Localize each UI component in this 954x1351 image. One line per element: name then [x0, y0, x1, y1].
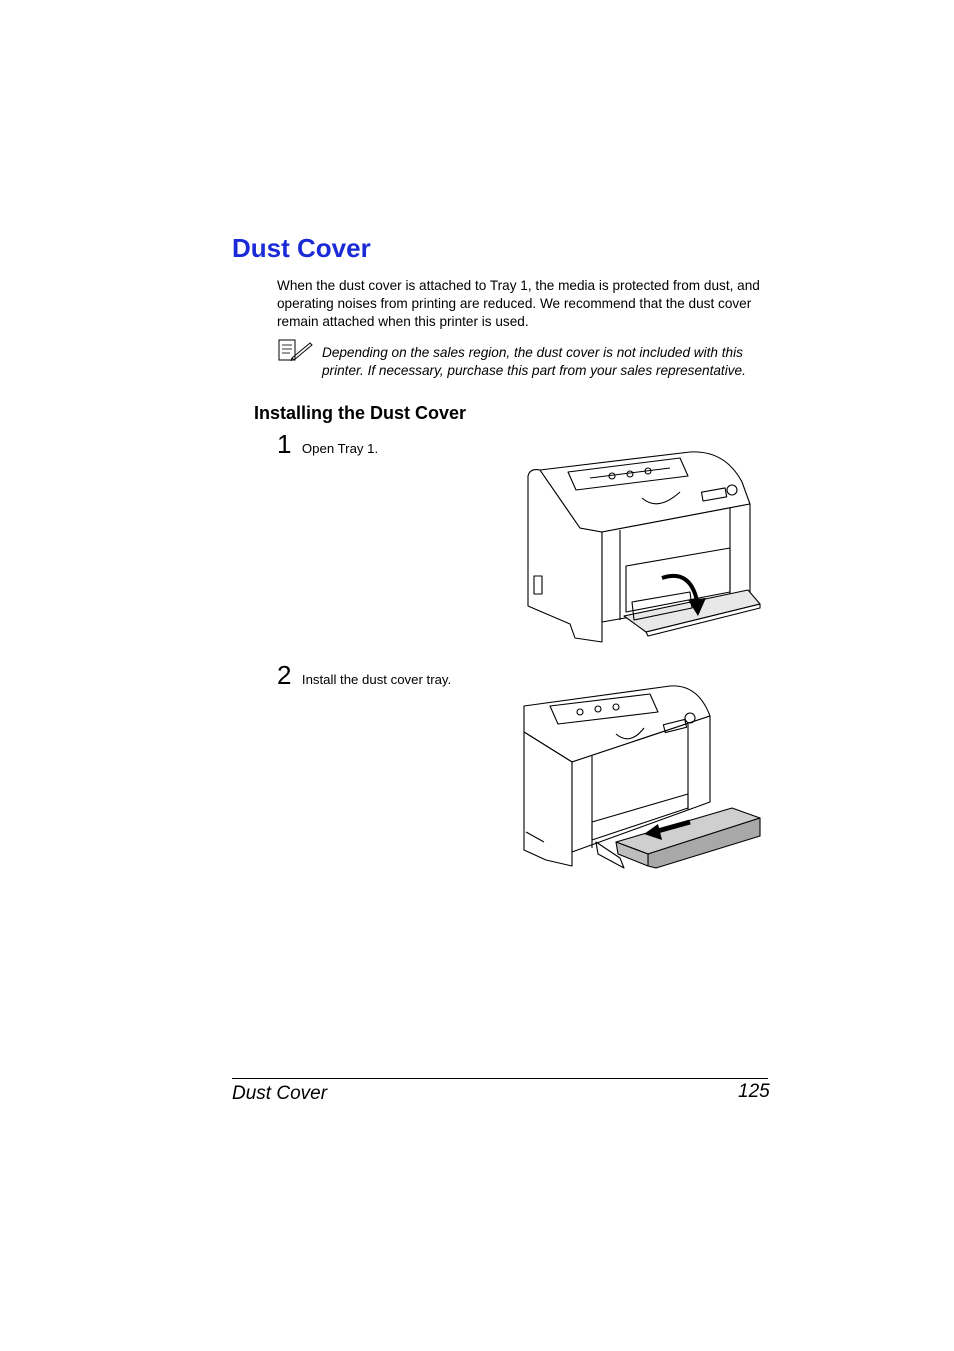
note-pencil-icon: [278, 339, 314, 361]
footer-rule: [232, 1078, 768, 1079]
dust-cover-install-illustration: [520, 682, 764, 870]
step-2: [277, 662, 451, 689]
step-text: Open Tray 1.: [301, 441, 379, 456]
note-text: Depending on the sales region, the dust cover is not included with this printer. If necessary, purchase this part from your sales representative.: [322, 345, 746, 378]
page-title: Dust Cover: [232, 233, 371, 263]
procedure-heading: Installing the Dust Cover: [254, 403, 467, 423]
step-1: [277, 431, 378, 458]
printer-tray-open-illustration: [520, 446, 764, 644]
step-text: Install the dust cover tray.: [301, 672, 452, 687]
intro-paragraph: When the dust cover is attached to Tray 1, the media is protected from dust, and operating noises from printing are reduced. We recommend that the dust cover remain attached when this printer is used.: [277, 278, 760, 329]
step-number: 1: [277, 429, 292, 459]
footer-title: Dust Cover: [232, 1083, 328, 1104]
page-number: 125: [738, 1081, 770, 1102]
step-number: 2: [277, 660, 292, 690]
